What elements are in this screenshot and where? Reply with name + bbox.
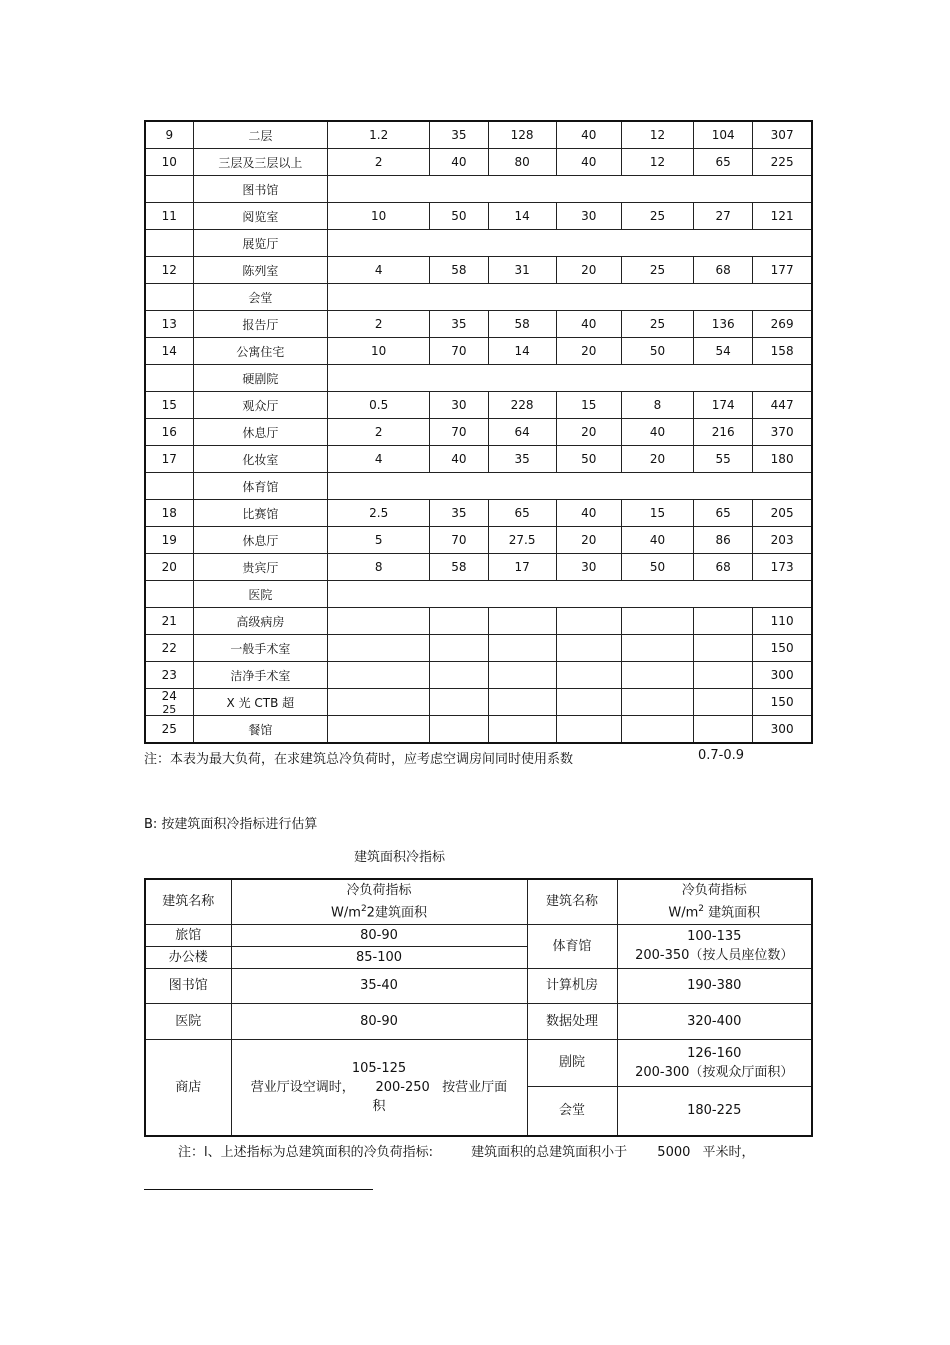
- cooling-index-line1: 105-125: [351, 1060, 407, 1076]
- value-cell: 203: [753, 527, 812, 554]
- value-cell: 58: [488, 311, 556, 338]
- value-cell: 8: [328, 554, 430, 581]
- value-cell: 25: [621, 203, 693, 230]
- value-cell: 2: [328, 311, 430, 338]
- room-name: 休息厅: [193, 527, 327, 554]
- value-cell: 136: [694, 311, 753, 338]
- row-number: 11: [145, 203, 193, 230]
- room-name: 比赛馆: [193, 500, 327, 527]
- value-cell: 35: [430, 500, 488, 527]
- value-cell: [621, 689, 693, 716]
- value-cell: [694, 608, 753, 635]
- value-cell: 177: [753, 257, 812, 284]
- value-cell: 158: [753, 338, 812, 365]
- value-cell: 180: [753, 446, 812, 473]
- value-cell: 20: [556, 419, 621, 446]
- cooling-load-table-body: [145, 121, 812, 743]
- table2-header-row: [145, 879, 812, 924]
- value-cell: 55: [694, 446, 753, 473]
- category-span: [328, 230, 812, 257]
- row-number: [145, 176, 193, 203]
- room-name: 二层: [193, 121, 327, 149]
- table-note-coefficient: 0.7-0.9: [698, 748, 745, 763]
- row-number: 16: [145, 419, 193, 446]
- table2-note-part4: 平米时，: [702, 1145, 755, 1160]
- value-cell: 27.5: [488, 527, 556, 554]
- table-note: 注：本表为最大负荷，在求建筑总冷负荷时，应考虑空调房间同时使用系数: [144, 752, 574, 767]
- cooling-index: 180-225: [617, 1086, 812, 1136]
- value-cell: 68: [694, 257, 753, 284]
- table-row: [145, 662, 812, 689]
- value-cell: 20: [556, 257, 621, 284]
- header-index-left-line2: [232, 900, 527, 922]
- building-name: 图书馆: [145, 968, 231, 1003]
- value-cell: [488, 716, 556, 744]
- table-row: [145, 500, 812, 527]
- category-span: [328, 365, 812, 392]
- value-cell: 225: [753, 149, 812, 176]
- category-name: 展览厅: [193, 230, 327, 257]
- category-name: 图书馆: [193, 176, 327, 203]
- category-row: [145, 176, 812, 203]
- building-name: 医院: [145, 1003, 231, 1039]
- table2-row: [145, 1039, 812, 1086]
- cooling-index-line2: 营业厅设空调时， 200-250 按营业厅面: [250, 1079, 508, 1095]
- row-number: 19: [145, 527, 193, 554]
- table-row: [145, 149, 812, 176]
- value-cell: 269: [753, 311, 812, 338]
- room-name: 观众厅: [193, 392, 327, 419]
- row-number: 20: [145, 554, 193, 581]
- table-row: [145, 635, 812, 662]
- category-span: [328, 581, 812, 608]
- table2-note-part2: 建筑面积的总建筑面积小于: [471, 1145, 628, 1160]
- value-cell: [328, 716, 430, 744]
- category-row: [145, 230, 812, 257]
- room-name: 公寓住宅: [193, 338, 327, 365]
- value-cell: [556, 608, 621, 635]
- table-row: [145, 608, 812, 635]
- building-name: 计算机房: [527, 968, 617, 1003]
- room-name: 餐馆: [193, 716, 327, 744]
- value-cell: 30: [430, 392, 488, 419]
- cooling-index: 320-400: [617, 1003, 812, 1039]
- row-number: 23: [145, 662, 193, 689]
- value-cell: 10: [328, 338, 430, 365]
- building-name: 数据处理: [527, 1003, 617, 1039]
- cooling-index: 80-90: [231, 1003, 527, 1039]
- room-name: 阅览室: [193, 203, 327, 230]
- value-cell: 65: [694, 500, 753, 527]
- category-row: [145, 473, 812, 500]
- header-index-left-line1: 冷负荷指标: [346, 883, 412, 899]
- value-cell: 80: [488, 149, 556, 176]
- table-row: [145, 446, 812, 473]
- table2-row: [145, 924, 812, 946]
- value-cell: [488, 608, 556, 635]
- table-row: [145, 554, 812, 581]
- value-cell: 30: [556, 554, 621, 581]
- room-name: 三层及三层以上: [193, 149, 327, 176]
- value-cell: 50: [430, 203, 488, 230]
- value-cell: 10: [328, 203, 430, 230]
- table2-note: [178, 1141, 755, 1160]
- row-number: [145, 689, 193, 716]
- value-cell: 150: [753, 635, 812, 662]
- area-cooling-index-table: [144, 878, 813, 1137]
- cooling-index-line3: 积: [372, 1098, 386, 1114]
- value-cell: [488, 662, 556, 689]
- cooling-index: 35-40: [231, 968, 527, 1003]
- row-number: 13: [145, 311, 193, 338]
- value-cell: [694, 635, 753, 662]
- table-row: [145, 716, 812, 744]
- value-cell: [621, 608, 693, 635]
- category-name: 硬剧院: [193, 365, 327, 392]
- value-cell: 150: [753, 689, 812, 716]
- category-span: [328, 473, 812, 500]
- value-cell: 54: [694, 338, 753, 365]
- value-cell: 173: [753, 554, 812, 581]
- value-cell: 50: [621, 554, 693, 581]
- row-number: 9: [145, 121, 193, 149]
- value-cell: 35: [430, 121, 488, 149]
- cooling-index: 85-100: [231, 946, 527, 968]
- table-row: [145, 392, 812, 419]
- table2-note-part3: 5000: [657, 1145, 691, 1160]
- footnote-separator: [144, 1189, 373, 1190]
- value-cell: 35: [430, 311, 488, 338]
- value-cell: 17: [488, 554, 556, 581]
- value-cell: 64: [488, 419, 556, 446]
- value-cell: 40: [556, 121, 621, 149]
- value-cell: [328, 662, 430, 689]
- value-cell: 8: [621, 392, 693, 419]
- value-cell: 128: [488, 121, 556, 149]
- value-cell: [621, 716, 693, 744]
- value-cell: 35: [488, 446, 556, 473]
- value-cell: 40: [430, 149, 488, 176]
- unit-right: W/m: [668, 905, 699, 921]
- value-cell: 121: [753, 203, 812, 230]
- value-cell: 2: [328, 419, 430, 446]
- value-cell: 86: [694, 527, 753, 554]
- value-cell: 31: [488, 257, 556, 284]
- table-row: [145, 338, 812, 365]
- value-cell: 14: [488, 338, 556, 365]
- value-cell: [488, 635, 556, 662]
- row-number: 21: [145, 608, 193, 635]
- room-name: 休息厅: [193, 419, 327, 446]
- value-cell: 70: [430, 338, 488, 365]
- category-row: [145, 284, 812, 311]
- section-b-heading: B: 按建筑面积冷指标进行估算: [144, 817, 318, 832]
- table-row: [145, 419, 812, 446]
- category-row: [145, 365, 812, 392]
- cooling-index: [617, 1039, 812, 1086]
- value-cell: 0.5: [328, 392, 430, 419]
- row-number: 14: [145, 338, 193, 365]
- value-cell: 50: [556, 446, 621, 473]
- value-cell: [430, 635, 488, 662]
- value-cell: [556, 689, 621, 716]
- cooling-index: 190-380: [617, 968, 812, 1003]
- room-name: 化妆室: [193, 446, 327, 473]
- value-cell: [694, 689, 753, 716]
- header-building-name-right: 建筑名称: [527, 879, 617, 924]
- value-cell: [488, 689, 556, 716]
- room-name: 一般手术室: [193, 635, 327, 662]
- value-cell: [430, 716, 488, 744]
- cooling-index: 80-90: [231, 924, 527, 946]
- row-number: 22: [145, 635, 193, 662]
- unit-right-rest: 建筑面积: [704, 905, 761, 921]
- room-name: 陈列室: [193, 257, 327, 284]
- row-number: [145, 365, 193, 392]
- value-cell: 5: [328, 527, 430, 554]
- value-cell: 50: [621, 338, 693, 365]
- room-name: 贵宾厅: [193, 554, 327, 581]
- value-cell: 40: [556, 149, 621, 176]
- table-row: [145, 689, 812, 716]
- category-span: [328, 176, 812, 203]
- value-cell: [556, 716, 621, 744]
- value-cell: 110: [753, 608, 812, 635]
- row-number: 12: [145, 257, 193, 284]
- table-row: [145, 121, 812, 149]
- value-cell: 25: [621, 311, 693, 338]
- row-number: [145, 473, 193, 500]
- header-building-name-left: 建筑名称: [145, 879, 231, 924]
- table2-row: [145, 968, 812, 1003]
- table-row: [145, 257, 812, 284]
- value-cell: 104: [694, 121, 753, 149]
- value-cell: 174: [694, 392, 753, 419]
- building-name: 剧院: [527, 1039, 617, 1086]
- room-name: X 光 CTB 超: [193, 689, 327, 716]
- row-number-primary: 24: [161, 689, 177, 703]
- row-number: 10: [145, 149, 193, 176]
- row-number-overlap: 25: [162, 703, 177, 716]
- row-number: 18: [145, 500, 193, 527]
- value-cell: 12: [621, 149, 693, 176]
- unit-right-sup: 2: [698, 904, 704, 915]
- value-cell: [621, 635, 693, 662]
- value-cell: [430, 689, 488, 716]
- row-number: 25: [145, 716, 193, 744]
- unit-left-rest: 2建筑面积: [366, 905, 427, 921]
- header-index-right-line1: 冷负荷指标: [681, 883, 747, 899]
- value-cell: 15: [621, 500, 693, 527]
- building-name: 会堂: [527, 1086, 617, 1136]
- row-number: 17: [145, 446, 193, 473]
- value-cell: 70: [430, 419, 488, 446]
- room-name: 洁净手术室: [193, 662, 327, 689]
- value-cell: [328, 608, 430, 635]
- building-name: 旅馆: [145, 924, 231, 946]
- category-name: 医院: [193, 581, 327, 608]
- value-cell: 205: [753, 500, 812, 527]
- value-cell: [556, 635, 621, 662]
- value-cell: 1.2: [328, 121, 430, 149]
- cooling-load-table: [144, 120, 813, 744]
- table-row: [145, 311, 812, 338]
- value-cell: 216: [694, 419, 753, 446]
- building-name: 体育馆: [527, 924, 617, 968]
- value-cell: [328, 689, 430, 716]
- room-name: 高级病房: [193, 608, 327, 635]
- value-cell: 20: [621, 446, 693, 473]
- value-cell: 58: [430, 554, 488, 581]
- value-cell: 70: [430, 527, 488, 554]
- category-row: [145, 581, 812, 608]
- row-number: 15: [145, 392, 193, 419]
- value-cell: [621, 662, 693, 689]
- value-cell: 15: [556, 392, 621, 419]
- value-cell: 65: [694, 149, 753, 176]
- unit-left: W/m: [331, 905, 361, 921]
- value-cell: 40: [621, 527, 693, 554]
- value-cell: 228: [488, 392, 556, 419]
- header-index-right: [617, 879, 812, 924]
- value-cell: [694, 662, 753, 689]
- cooling-index-line2: 200-350（按人员座位数）: [635, 948, 794, 963]
- value-cell: 307: [753, 121, 812, 149]
- value-cell: 58: [430, 257, 488, 284]
- category-name: 体育馆: [193, 473, 327, 500]
- cooling-index: [617, 924, 812, 968]
- value-cell: 40: [621, 419, 693, 446]
- value-cell: 40: [556, 500, 621, 527]
- value-cell: [556, 662, 621, 689]
- value-cell: [328, 635, 430, 662]
- table2-row: [145, 1003, 812, 1039]
- building-name: 办公楼: [145, 946, 231, 968]
- table-row: [145, 203, 812, 230]
- row-number: [145, 581, 193, 608]
- value-cell: 27: [694, 203, 753, 230]
- building-name: 商店: [145, 1039, 231, 1136]
- value-cell: 12: [621, 121, 693, 149]
- row-number: [145, 284, 193, 311]
- cooling-index-line1: 126-160: [687, 1045, 742, 1061]
- room-name: 报告厅: [193, 311, 327, 338]
- value-cell: 20: [556, 527, 621, 554]
- value-cell: 2: [328, 149, 430, 176]
- table-row: [145, 527, 812, 554]
- value-cell: 370: [753, 419, 812, 446]
- header-index-right-line2: [618, 900, 812, 922]
- value-cell: [430, 662, 488, 689]
- row-number: [145, 230, 193, 257]
- unit-left-sup: 2: [360, 904, 367, 915]
- value-cell: [430, 608, 488, 635]
- value-cell: 4: [328, 446, 430, 473]
- cooling-index: [231, 1039, 527, 1136]
- value-cell: [694, 716, 753, 744]
- cooling-index-line2: 200-300（按观众厅面积）: [635, 1064, 794, 1080]
- value-cell: 40: [430, 446, 488, 473]
- header-index-left: [231, 879, 527, 924]
- value-cell: 40: [556, 311, 621, 338]
- cooling-index-line1: 100-135: [687, 929, 742, 944]
- table2-caption: 建筑面积冷指标: [354, 850, 446, 865]
- category-span: [328, 284, 812, 311]
- value-cell: 447: [753, 392, 812, 419]
- table2-note-part1: 注：l、上述指标为总建筑面积的冷负荷指标:: [178, 1145, 433, 1160]
- value-cell: 2.5: [328, 500, 430, 527]
- value-cell: 300: [753, 716, 812, 744]
- value-cell: 14: [488, 203, 556, 230]
- value-cell: 30: [556, 203, 621, 230]
- value-cell: 4: [328, 257, 430, 284]
- value-cell: 25: [621, 257, 693, 284]
- category-name: 会堂: [193, 284, 327, 311]
- value-cell: 68: [694, 554, 753, 581]
- value-cell: 65: [488, 500, 556, 527]
- value-cell: 20: [556, 338, 621, 365]
- value-cell: 300: [753, 662, 812, 689]
